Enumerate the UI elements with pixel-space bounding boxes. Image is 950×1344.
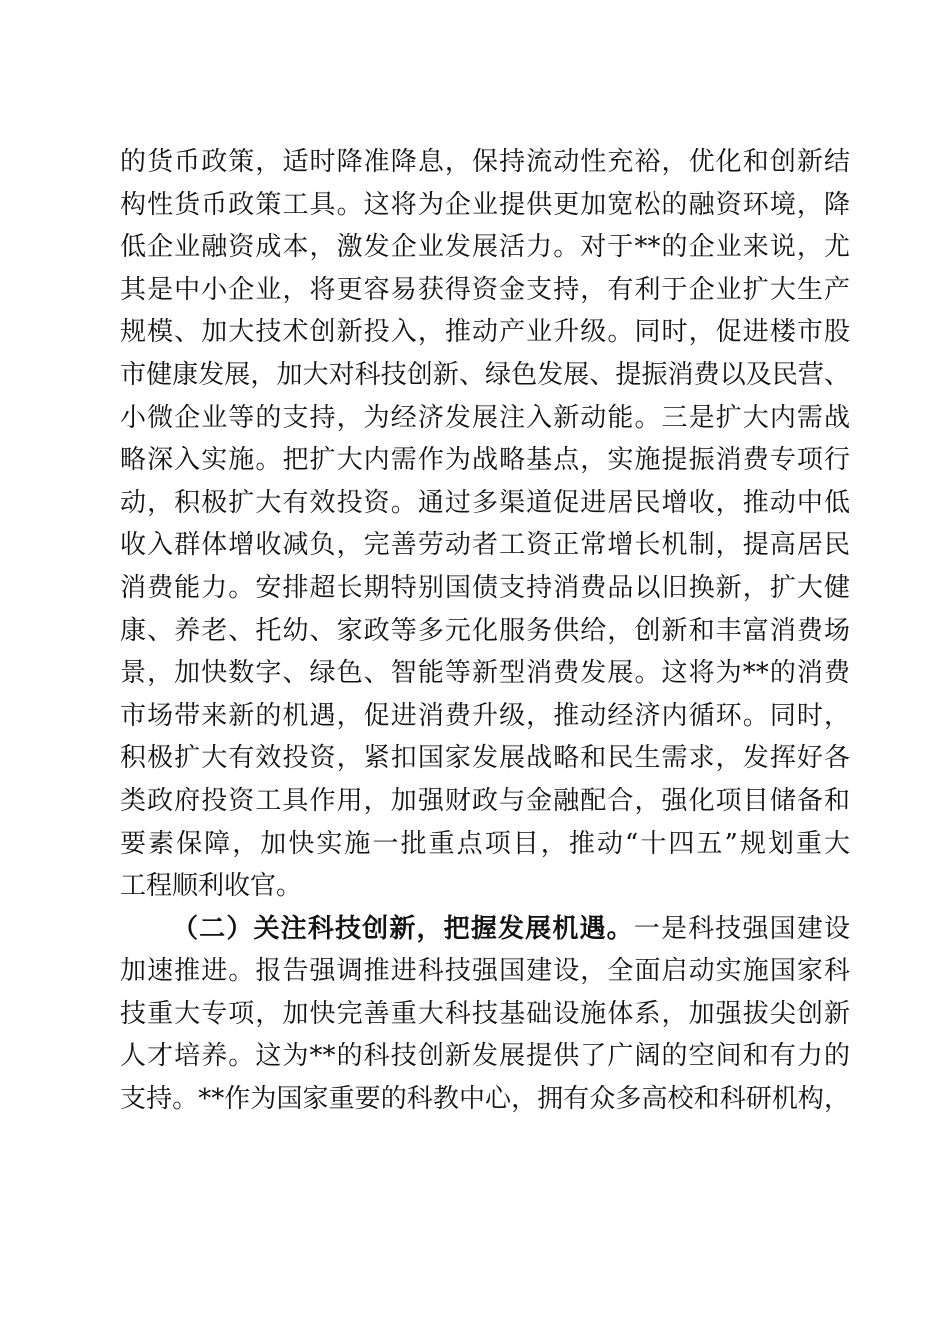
paragraph-line: 收入群体增收减负，完善劳动者工资正常增长机制，提高居民 [120, 530, 850, 561]
paragraph-line: 消费能力。安排超长期特别国债支持消费品以旧换新，扩大健 [120, 572, 850, 603]
section-line: 支持。**作为国家重要的科教中心，拥有众多高校和科研机构， [120, 1084, 850, 1115]
paragraph-line: 市健康发展，加大对科技创新、绿色发展、提振消费以及民营、 [120, 359, 850, 390]
document-body [120, 141, 850, 1121]
section-line: 技重大专项，加快完善重大科技基础设施体系，加强拔尖创新 [120, 998, 850, 1029]
paragraph-line: 积极扩大有效投资，紧扣国家发展战略和民生需求，发挥好各 [120, 743, 850, 774]
paragraph-line: 景，加快数字、绿色、智能等新型消费发展。这将为**的消费 [120, 658, 850, 689]
paragraph-line: 要素保障，加快实施一批重点项目，推动“十四五”规划重大 [120, 828, 850, 859]
section-line: 加速推进。报告强调推进科技强国建设，全面启动实施国家科 [120, 956, 850, 987]
paragraph-line: 市场带来新的机遇，促进消费升级，推动经济内循环。同时， [120, 700, 850, 731]
paragraph-line: 的货币政策，适时降准降息，保持流动性充裕，优化和创新结 [120, 147, 850, 177]
section-heading: （二）关注科技创新，把握发展机遇。 [172, 913, 634, 944]
paragraph-line-last: 工程顺利收官。 [120, 871, 303, 902]
section-first-line [120, 908, 850, 951]
paragraph-line: 略深入实施。把扩大内需作为战略基点，实施提振消费专项行 [120, 445, 850, 476]
paragraph-line: 其是中小企业，将更容易获得资金支持，有利于企业扩大生产 [120, 274, 850, 305]
section-line: 人才培养。这为**的科技创新发展提供了广阔的空间和有力的 [120, 1041, 850, 1072]
paragraph-line: 低企业融资成本，激发企业发展活力。对于**的企业来说，尤 [120, 232, 850, 263]
paragraph-line: 康、养老、托幼、家政等多元化服务供给，创新和丰富消费场 [120, 615, 850, 646]
paragraph-line: 小微企业等的支持，为经济发展注入新动能。三是扩大内需战 [120, 402, 850, 433]
paragraph-line: 动，积极扩大有效投资。通过多渠道促进居民增收，推动中低 [120, 487, 850, 518]
section-first-line-text: 一是科技强国建设 [633, 913, 850, 944]
paragraph-line: 类政府投资工具作用，加强财政与金融配合，强化项目储备和 [120, 785, 850, 816]
paragraph-line: 规模、加大技术创新投入，推动产业升级。同时，促进楼市股 [120, 317, 850, 348]
paragraph-line: 构性货币政策工具。这将为企业提供更加宽松的融资环境，降 [120, 189, 850, 220]
